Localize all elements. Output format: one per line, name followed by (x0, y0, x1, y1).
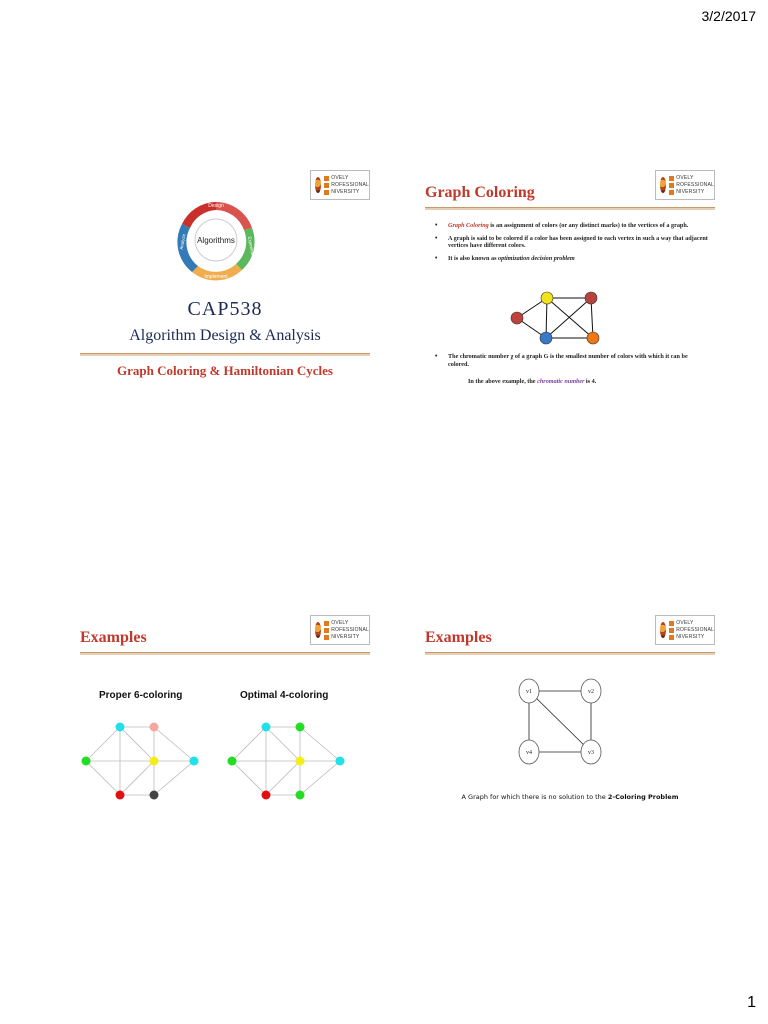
vertex-label: v1 (526, 689, 532, 695)
graph-vertex (540, 332, 552, 344)
chromatic-note: In the above example, the chromatic number is 4. (468, 378, 597, 385)
course-name: Algorithm Design & Analysis (129, 327, 321, 344)
colored-graph-diagram (505, 288, 605, 348)
k4-minus-edge-graph (515, 677, 625, 772)
graph-vertex (336, 757, 345, 766)
algorithm-cycle-diagram (172, 196, 260, 284)
graph-vertex (511, 312, 523, 324)
logo-line-3: NIVERSITY (331, 634, 360, 640)
graph-vertex (150, 791, 159, 800)
logo-line-1: OVELY (676, 175, 694, 181)
bullet-list (435, 222, 710, 267)
graph-vertex (190, 757, 199, 766)
logo-line-3: NIVERSITY (676, 189, 705, 195)
slide-2 (425, 170, 715, 390)
course-subtitle: Graph Coloring & Hamiltonian Cycles (117, 363, 333, 378)
logo-line-1: OVELY (676, 620, 694, 626)
label-proper-coloring: Proper 6-coloring (99, 690, 183, 701)
cycle-analyze-label: Analyze (178, 233, 187, 251)
logo-line-1: OVELY (331, 175, 349, 181)
label-optimal-coloring: Optimal 4-coloring (240, 690, 329, 701)
logo-emblem-icon (660, 622, 666, 638)
university-logo (655, 170, 715, 200)
page-date: 3/2/2017 (701, 8, 756, 24)
logo-line-2: ROFESSIONAL (676, 182, 714, 188)
logo-emblem-icon (660, 177, 666, 193)
graph-caption: A Graph for which there is no solution to the 2-Coloring Problem (461, 793, 679, 801)
slide-4 (425, 615, 715, 835)
graph-vertex (296, 791, 305, 800)
graph-vertex (116, 791, 125, 800)
logo-line-2: ROFESSIONAL (331, 182, 369, 188)
logo-line-1: OVELY (331, 620, 349, 626)
graph-vertex (262, 791, 271, 800)
logo-line-3: NIVERSITY (676, 634, 705, 640)
university-logo (310, 615, 370, 645)
bullet-list-2 (435, 353, 710, 368)
title-divider (425, 207, 715, 210)
cycle-center-label: Algorithms (197, 236, 235, 245)
cycle-implement-label: Implement (204, 274, 228, 280)
university-logo (655, 615, 715, 645)
graph-vertex (541, 292, 553, 304)
proper-coloring-graph (80, 715, 205, 805)
slide-title: Graph Coloring (425, 184, 535, 201)
graph-vertex (587, 332, 599, 344)
title-divider (80, 652, 370, 655)
logo-emblem-icon (315, 177, 321, 193)
vertex-label: v2 (588, 689, 594, 695)
graph-vertex (262, 723, 271, 732)
graph-vertex (296, 757, 305, 766)
optimal-coloring-graph (226, 715, 351, 805)
slide-title: Examples (425, 629, 492, 646)
vertex-label: v4 (526, 750, 532, 756)
graph-vertex (585, 292, 597, 304)
graph-vertex (82, 757, 91, 766)
cycle-design-label: Design (208, 203, 224, 209)
bullet-also-known: • It is also known as optimization decision problem (435, 255, 710, 263)
graph-vertex (228, 757, 237, 766)
bullet-colored-graph: • A graph is said to be colored if a color has been assigned to each vertex in such a way that adjacent vertices have different colors. (435, 235, 710, 250)
title-divider (425, 652, 715, 655)
cycle-experiment-label: Experiment (247, 236, 256, 260)
logo-line-2: ROFESSIONAL (331, 627, 369, 633)
slide-title: Examples (80, 629, 147, 646)
vertex-label: v3 (588, 750, 594, 756)
logo-emblem-icon (315, 622, 321, 638)
bullet-chromatic-number: • The chromatic number χ of a graph G is the smallest number of colors with which it can be colored. (435, 353, 710, 368)
graph-vertex (150, 723, 159, 732)
graph-vertex (296, 723, 305, 732)
graph-vertex (116, 723, 125, 732)
slide-3 (80, 615, 370, 835)
university-logo (310, 170, 370, 200)
bullet-definition: • Graph Coloring is an assignment of colors (or any distinct marks) to the vertices of a graph. (435, 222, 710, 230)
slide-1 (80, 170, 370, 390)
page-number: 1 (747, 994, 756, 1011)
graph-vertex (150, 757, 159, 766)
logo-line-3: NIVERSITY (331, 189, 360, 195)
title-divider (80, 353, 370, 356)
course-code: CAP538 (187, 298, 263, 320)
logo-line-2: ROFESSIONAL (676, 627, 714, 633)
